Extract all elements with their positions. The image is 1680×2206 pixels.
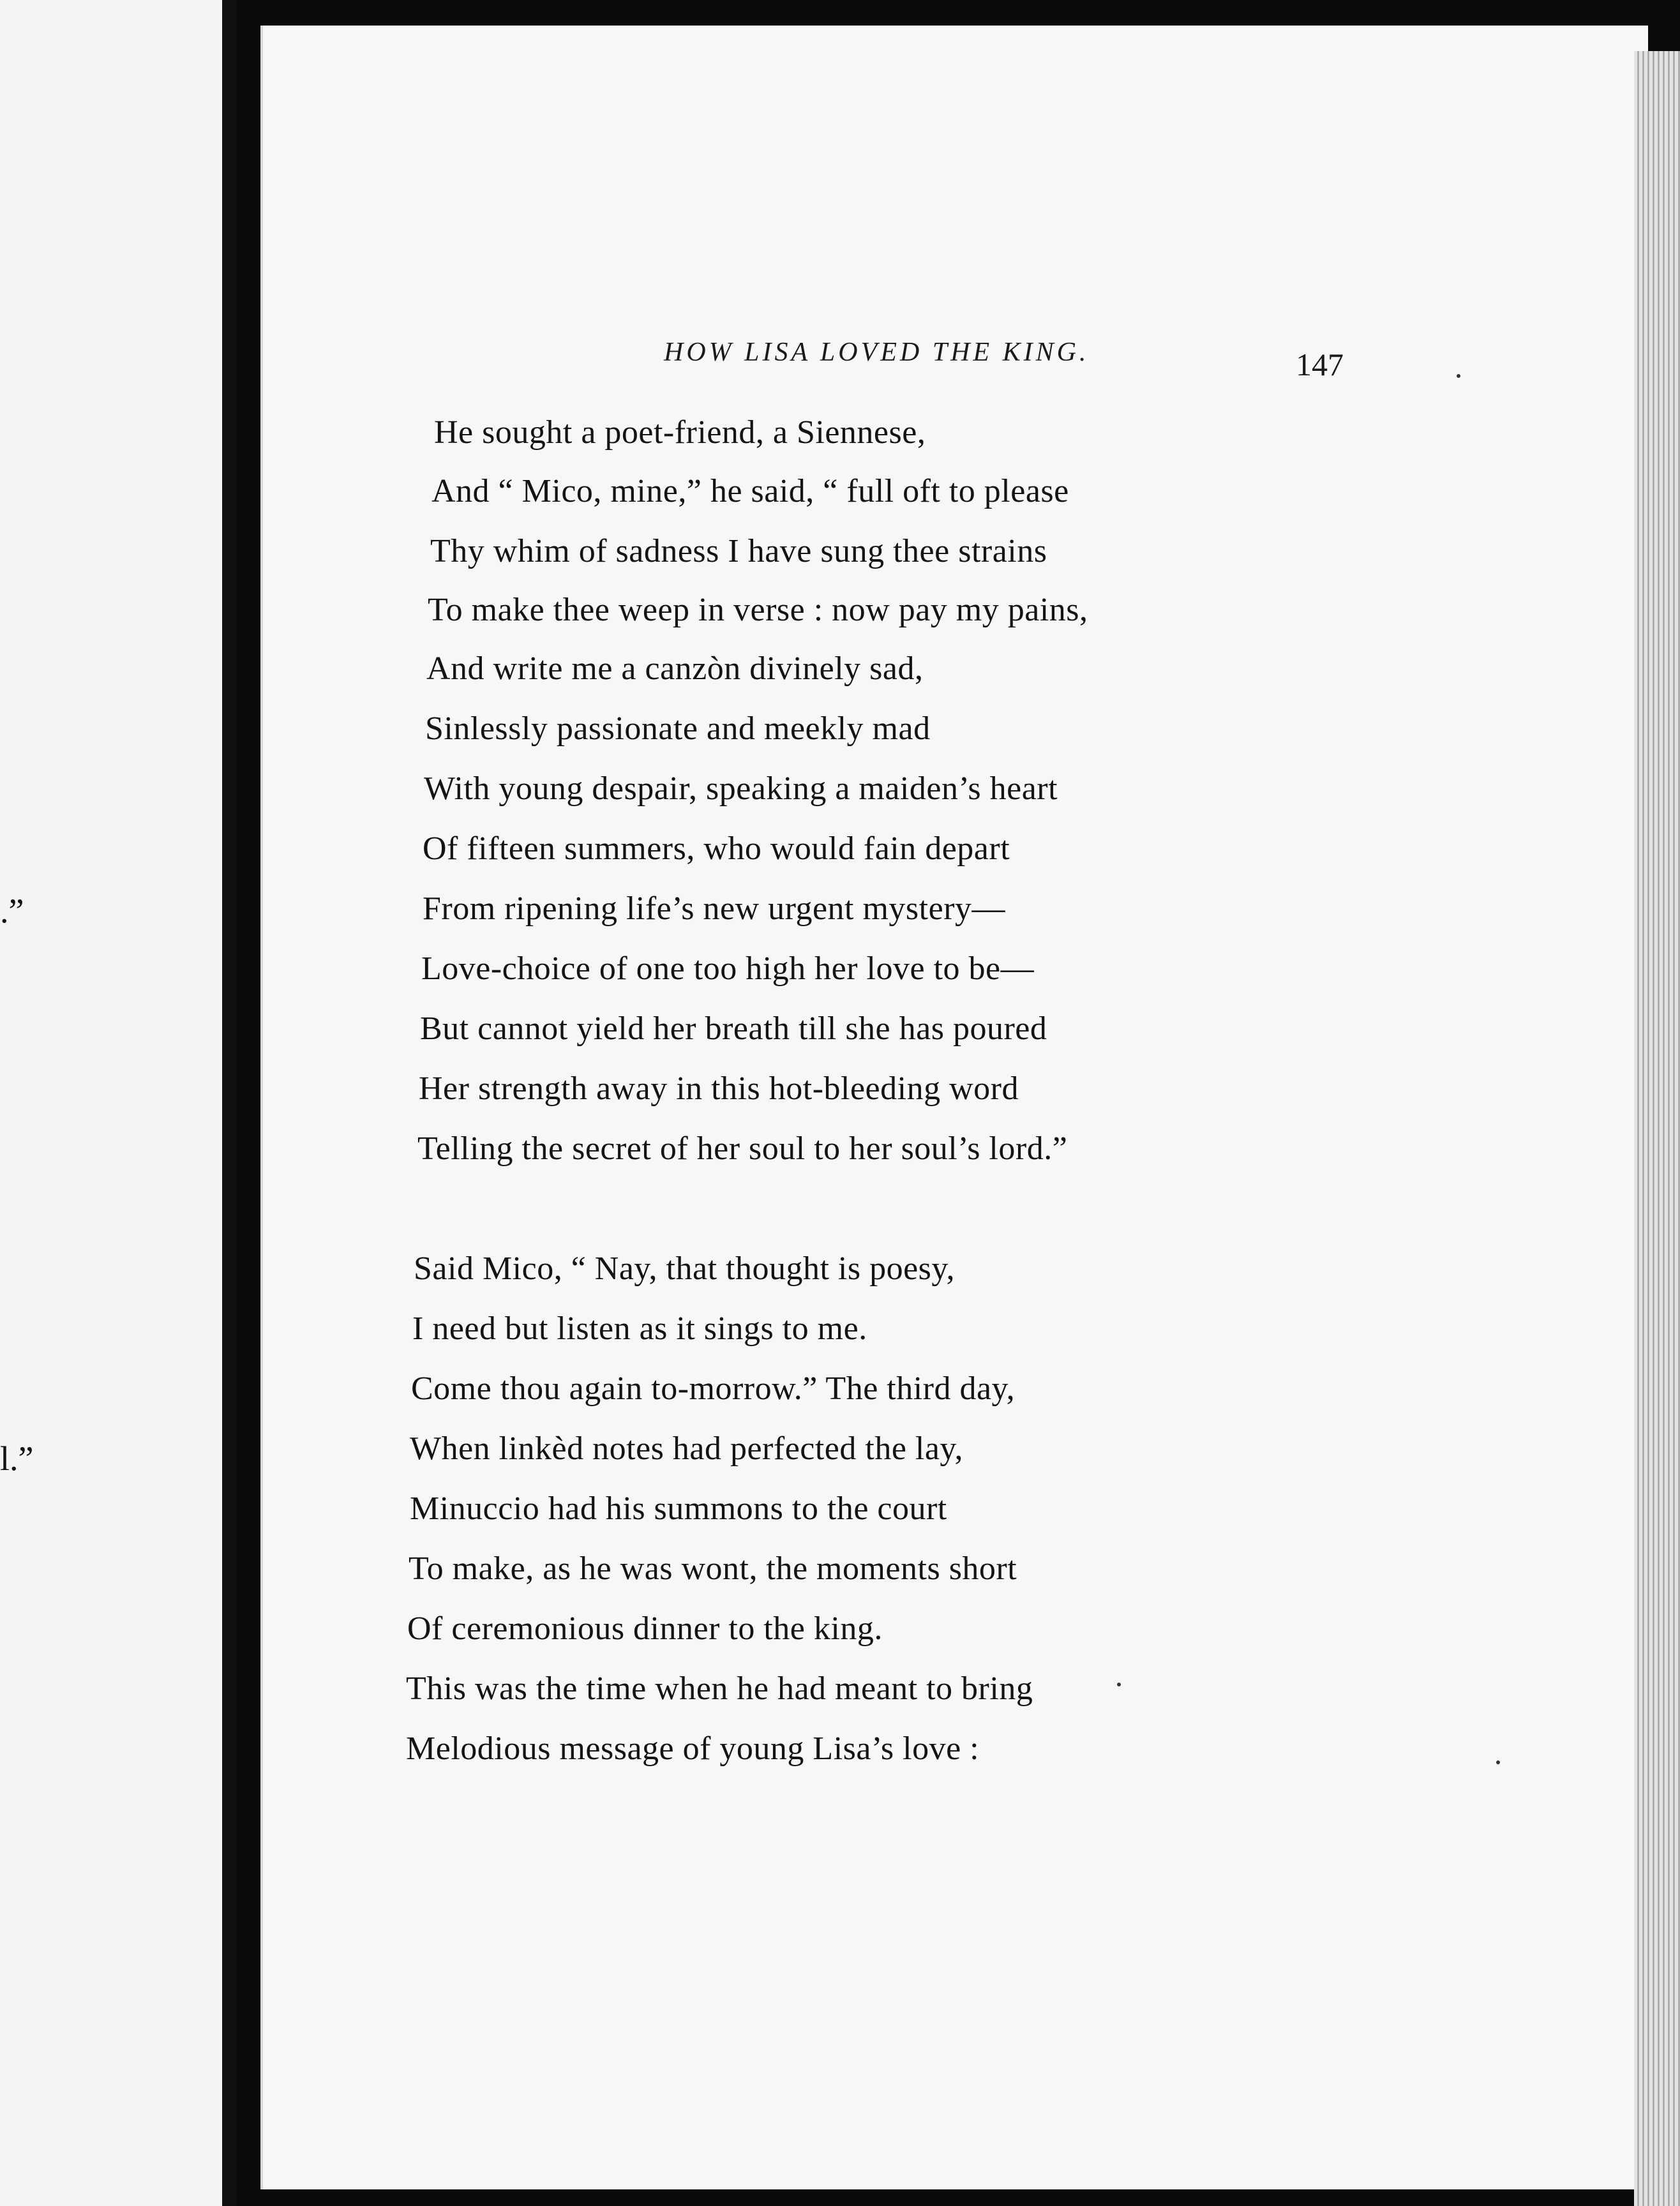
verse-line: This was the time when he had meant to bring (406, 1670, 1033, 1707)
verse-line: Minuccio had his summons to the court (410, 1490, 947, 1527)
verse-line: Of fifteen summers, who would fain depart (423, 830, 1010, 867)
verse-line: Her strength away in this hot-bleeding word (419, 1070, 1019, 1107)
verse-line: With young despair, speaking a maiden’s heart (424, 770, 1058, 807)
page-number: 147 (1296, 347, 1344, 382)
verse-line: Love-choice of one too high her love to be— (421, 950, 1035, 987)
verse-line: I need but listen as it sings to me. (412, 1310, 867, 1347)
ink-speck (1117, 1683, 1121, 1686)
page-edges (1634, 51, 1680, 2206)
verse-line: From ripening life’s new urgent mystery— (423, 890, 1006, 927)
verse-line: Sinlessly passionate and meekly mad (425, 710, 931, 747)
verse-line: And write me a canzòn divinely sad, (426, 650, 924, 687)
verse-line: Of ceremonious dinner to the king. (407, 1610, 883, 1647)
left-facing-page (0, 0, 222, 2206)
book-gutter (222, 0, 236, 2206)
verse-line: He sought a poet-friend, a Siennese, (434, 414, 926, 451)
verse-line: To make, as he was wont, the moments short (409, 1550, 1017, 1587)
verse-line: And “ Mico, mine,” he said, “ full oft to please (431, 473, 1069, 509)
verse-line: When linkèd notes had perfected the lay, (410, 1430, 964, 1467)
running-head: HOW LISA LOVED THE KING. (664, 338, 1090, 367)
ink-speck (1457, 374, 1460, 378)
verse-line: Said Mico, “ Nay, that thought is poesy, (414, 1250, 956, 1287)
verse-line: Come thou again to-morrow.” The third day, (411, 1370, 1016, 1407)
left-page-fragment: .” (0, 892, 24, 930)
verse-line: Melodious message of young Lisa’s love : (406, 1730, 980, 1767)
verse-line: Thy whim of sadness I have sung thee strains (430, 533, 1047, 569)
verse-line: Telling the secret of her soul to her soul’s lord.” (417, 1130, 1068, 1167)
verse-line: But cannot yield her breath till she has poured (420, 1010, 1047, 1047)
ink-speck (1496, 1760, 1500, 1764)
verse-line: To make thee weep in verse : now pay my pains, (428, 592, 1088, 628)
left-page-fragment: l.” (0, 1439, 34, 1478)
